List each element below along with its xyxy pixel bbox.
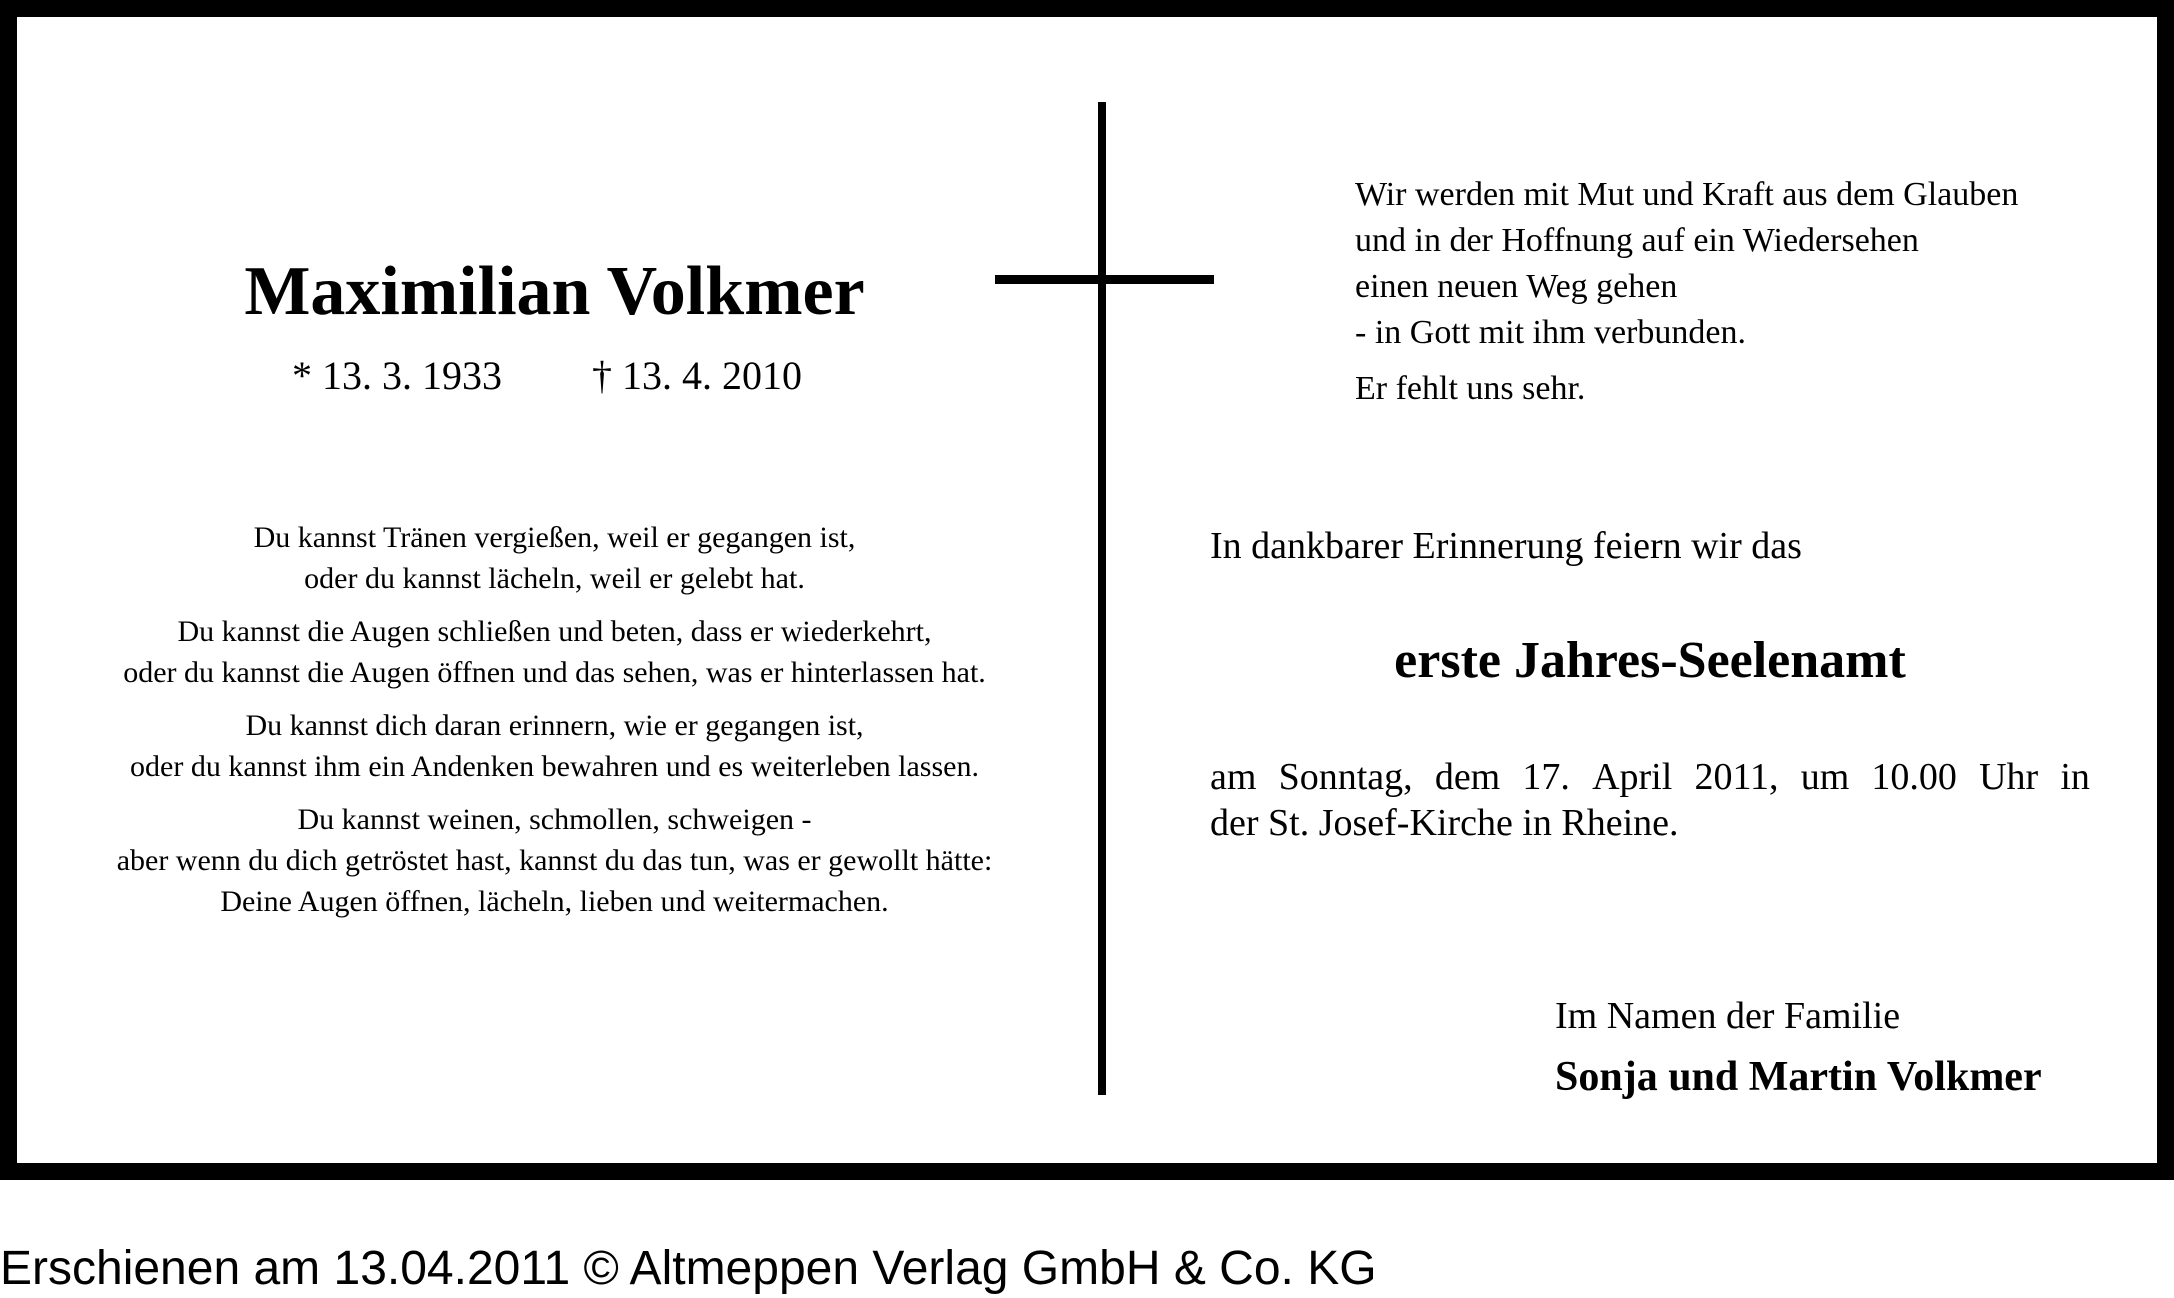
details-word: Uhr: [1979, 756, 2039, 798]
publication-credit: Erschienen am 13.04.2011 © Altmeppen Verlag GmbH & Co. KG: [0, 1242, 1377, 1295]
family-names: Sonja und Martin Volkmer: [1555, 1054, 2042, 1100]
details-word: um: [1800, 756, 1850, 798]
cross-horizontal-bar: [995, 275, 1214, 284]
faith-verse: [1355, 172, 2174, 412]
verse-line: - in Gott mit ihm verbunden.: [1355, 314, 1746, 351]
notice-card: [17, 17, 2157, 1163]
memory-intro: In dankbarer Erinnerung feiern wir das: [1210, 525, 1802, 567]
poem-line: Du kannst dich daran erinnern, wie er gegangen ist,: [245, 709, 864, 742]
poem-line: Du kannst weinen, schmollen, schweigen -: [297, 803, 812, 836]
service-details: [1210, 754, 2090, 846]
details-word: 17.: [1522, 756, 1570, 798]
poem-line: Du kannst die Augen schließen und beten, dass er wiederkehrt,: [177, 615, 932, 648]
verse-line: einen neuen Weg gehen: [1355, 268, 1678, 305]
poem-line: Du kannst Tränen vergießen, weil er gegangen ist,: [253, 521, 856, 554]
cross-vertical-bar: [1098, 102, 1106, 1095]
verse-line: Wir werden mit Mut und Kraft aus dem Glauben: [1355, 176, 2019, 213]
verse-closing: Er fehlt uns sehr.: [1355, 370, 1586, 407]
poem-stanza: [87, 799, 1022, 922]
service-location: der St. Josef-Kirche in Rheine.: [1210, 802, 1679, 844]
service-details-line: [1210, 754, 2090, 800]
details-word: am: [1210, 756, 1257, 798]
details-word: April: [1592, 756, 1673, 798]
birth-date: * 13. 3. 1933: [292, 353, 502, 398]
details-word: 10.00: [1871, 756, 1957, 798]
poem-line: aber wenn du dich getröstet hast, kannst du das tun, was er gewollt hätte:: [116, 844, 993, 877]
poem-line: oder du kannst ihm ein Andenken bewahren und es weiterleben lassen.: [130, 750, 979, 783]
details-word: in: [2060, 756, 2090, 798]
details-word: Sonntag,: [1278, 756, 1413, 798]
poem-line: oder du kannst die Augen öffnen und das sehen, was er hinterlassen hat.: [123, 656, 986, 689]
poem-stanza: [87, 517, 1022, 599]
poem-stanza: [87, 611, 1022, 693]
poem-stanza: [87, 705, 1022, 787]
mass-title: erste Jahres-Seelenamt: [1394, 632, 1906, 689]
death-date: † 13. 4. 2010: [592, 353, 802, 398]
verse-line: und in der Hoffnung auf ein Wiedersehen: [1355, 222, 1919, 259]
family-label: Im Namen der Familie: [1555, 995, 1901, 1037]
poem-line: Deine Augen öffnen, lächeln, lieben und weitermachen.: [220, 885, 889, 918]
details-word: dem: [1434, 756, 1501, 798]
deceased-name: Maximilian Volkmer: [244, 253, 865, 330]
poem: [87, 517, 1022, 934]
poem-line: oder du kannst lächeln, weil er gelebt hat.: [304, 562, 805, 595]
details-word: 2011,: [1694, 756, 1779, 798]
